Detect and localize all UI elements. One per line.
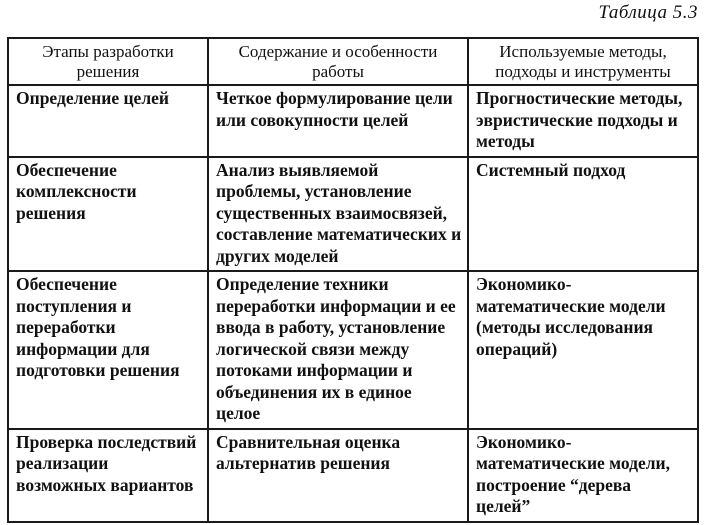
cell-line: Четкое формулирование цели	[216, 88, 453, 108]
cell-line: проблемы, установление	[216, 181, 412, 201]
cell-methods	[468, 157, 698, 272]
cell-methods	[468, 85, 698, 157]
table-row	[8, 85, 698, 157]
cell-line: существенных взаимосвязей,	[216, 202, 448, 223]
cell-line: возможных вариантов	[16, 474, 194, 495]
cell-line: Экономико-	[476, 274, 572, 294]
cell-line: математические модели	[476, 295, 666, 316]
cell-line: составление математических и	[216, 224, 462, 244]
header-line: Содержание и особенности	[238, 42, 438, 61]
header-line: подходы и инструменты	[495, 62, 671, 81]
cell-content	[208, 85, 468, 157]
header-line: работы	[312, 62, 364, 81]
cell-line: комплексности	[16, 181, 137, 201]
cell-line: подготовки решения	[16, 360, 180, 380]
cell-content	[208, 157, 468, 272]
cell-line: (методы исследования	[476, 317, 653, 337]
cell-line: Системный подход	[476, 159, 626, 180]
cell-line: построение “дерева	[476, 474, 632, 495]
cell-methods	[468, 429, 698, 522]
cell-line: математические модели,	[476, 453, 670, 473]
cell-line: переработки	[16, 317, 116, 337]
header-line: решения	[76, 62, 140, 81]
cell-line: Обеспечение	[16, 159, 117, 180]
cell-stage	[8, 429, 208, 522]
cell-line: Экономико-	[476, 431, 572, 452]
cell-line: решения	[16, 202, 86, 223]
table-row	[8, 157, 698, 272]
header-row	[8, 38, 698, 85]
cell-line: методы	[476, 131, 535, 151]
header-stages	[8, 38, 208, 85]
cell-line: эвристические подходы и	[476, 109, 678, 130]
cell-content	[208, 429, 468, 522]
cell-line: альтернатив решения	[216, 453, 390, 473]
cell-line: Определение техники	[216, 274, 389, 294]
cell-line: логической связи между	[216, 338, 410, 359]
table-caption: Таблица 5.3	[598, 2, 698, 23]
cell-methods	[468, 271, 698, 429]
cell-line: Анализ выявляемой	[216, 159, 379, 180]
cell-line: Проверка последствий	[16, 431, 197, 452]
cell-line: или совокупности целей	[216, 109, 409, 130]
cell-line: целое	[216, 403, 261, 423]
cell-line: операций)	[476, 338, 558, 359]
cell-line: объединения их в единое	[216, 381, 412, 402]
cell-line: целей”	[476, 496, 531, 516]
development-stages-table	[7, 37, 699, 523]
cell-line: потоками информации и	[216, 360, 413, 380]
cell-stage	[8, 85, 208, 157]
cell-line: Обеспечение	[16, 274, 117, 294]
cell-line: информации для	[16, 338, 150, 359]
cell-stage	[8, 271, 208, 429]
cell-line: ввода в работу, установление	[216, 317, 446, 337]
header-line: Используемые методы,	[499, 42, 667, 61]
cell-line: переработки информации и ее	[216, 295, 456, 316]
cell-line: других моделей	[216, 245, 339, 266]
header-methods	[468, 38, 698, 85]
cell-line: Сравнительная оценка	[216, 431, 401, 452]
cell-line: поступления и	[16, 295, 132, 316]
table-row	[8, 271, 698, 429]
cell-line: реализации	[16, 453, 109, 473]
cell-stage	[8, 157, 208, 272]
cell-line: Прогностические методы,	[476, 88, 683, 108]
cell-line: Определение целей	[16, 88, 169, 108]
cell-content	[208, 271, 468, 429]
header-content	[208, 38, 468, 85]
table-row	[8, 429, 698, 522]
header-line: Этапы разработки	[42, 42, 174, 61]
